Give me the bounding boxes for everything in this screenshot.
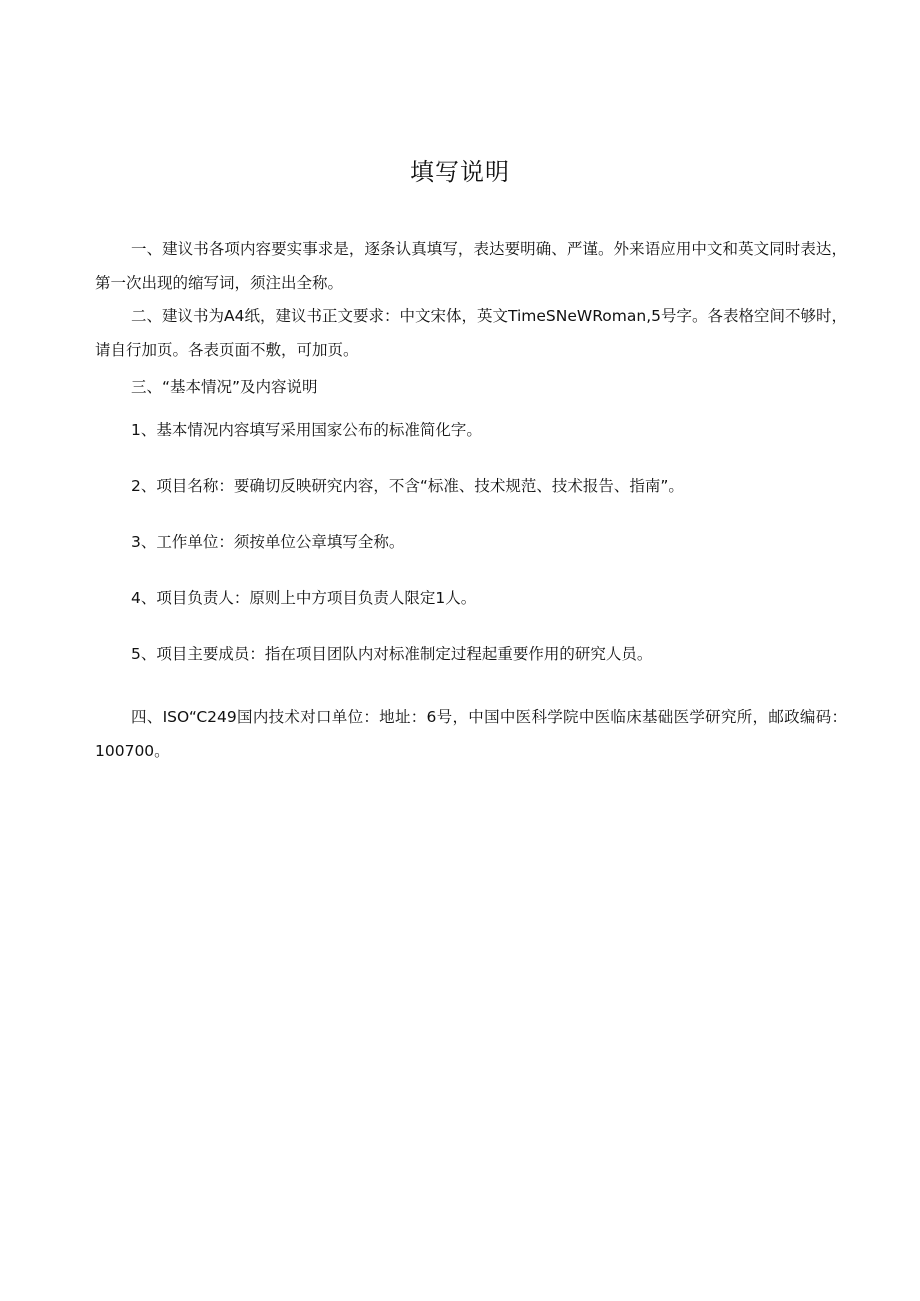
list-item: 5、项目主要成员：指在项目团队内对标准制定过程起重要作用的研究人员。 [131, 645, 653, 663]
list-item: 3、工作单位：须按单位公章填写全称。 [131, 533, 405, 551]
instruction-paragraph-4: 四、ISO“C249国内技术对口单位：地址：6号，中国中医科学院中医临床基础医学研究所，邮政编码：100700。 [95, 708, 847, 760]
instruction-paragraph-3: 三、“基本情况”及内容说明 [131, 378, 318, 396]
list-item: 2、项目名称：要确切反映研究内容，不含“标准、技术规范、技术报告、指南”。 [131, 477, 684, 495]
list-item: 1、基本情况内容填写采用国家公布的标准简化字。 [131, 421, 482, 439]
instruction-paragraph-1: 一、建议书各项内容要实事求是，逐条认真填写，表达要明确、严谨。外来语应用中文和英文同时表达，第一次出现的缩写词，须注出全称。 [95, 240, 847, 292]
page-title: 填写说明 [410, 158, 510, 186]
instruction-paragraph-2: 二、建议书为A4纸，建议书正文要求：中文宋体，英文TimeSNeWRoman,5号字。各表格空间不够时，请自行加页。各表页面不敷，可加页。 [95, 307, 847, 359]
list-item: 4、项目负责人：原则上中方项目负责人限定1人。 [131, 589, 477, 607]
